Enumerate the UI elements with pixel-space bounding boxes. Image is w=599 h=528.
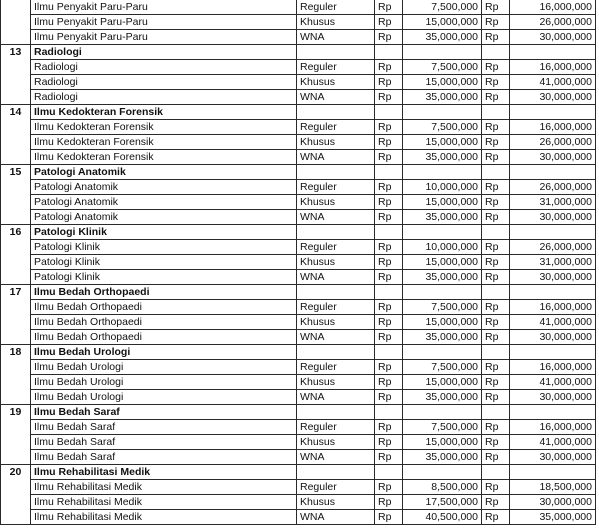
empty-cell — [375, 345, 403, 360]
category-cell: Reguler — [297, 60, 375, 75]
category-cell: WNA — [297, 330, 375, 345]
currency-cell: Rp — [375, 315, 403, 330]
table-row — [1, 15, 596, 30]
amount-cell: 30,000,000 — [510, 450, 596, 465]
program-cell: Patologi Anatomik — [31, 180, 297, 195]
number-cell — [1, 0, 31, 45]
currency-cell: Rp — [375, 60, 403, 75]
empty-cell — [403, 345, 482, 360]
currency-cell: Rp — [375, 0, 403, 15]
section-title: Ilmu Rehabilitasi Medik — [31, 465, 297, 480]
amount-cell: 18,500,000 — [510, 480, 596, 495]
section-header-row — [1, 165, 596, 180]
category-cell: WNA — [297, 390, 375, 405]
empty-cell — [482, 225, 510, 240]
program-cell: Ilmu Kedokteran Forensik — [31, 150, 297, 165]
amount-cell: 35,000,000 — [403, 210, 482, 225]
amount-cell: 16,000,000 — [510, 60, 596, 75]
category-cell: WNA — [297, 30, 375, 45]
empty-cell — [375, 285, 403, 300]
section-header-row — [1, 285, 596, 300]
amount-cell: 30,000,000 — [510, 30, 596, 45]
amount-cell: 30,000,000 — [510, 390, 596, 405]
amount-cell: 16,000,000 — [510, 300, 596, 315]
amount-cell: 7,500,000 — [403, 60, 482, 75]
section-header-row — [1, 465, 596, 480]
empty-cell — [403, 285, 482, 300]
amount-cell: 16,000,000 — [510, 120, 596, 135]
currency-cell: Rp — [482, 120, 510, 135]
amount-cell: 35,000,000 — [403, 90, 482, 105]
section-number: 15 — [1, 165, 31, 225]
empty-cell — [510, 405, 596, 420]
table-row — [1, 255, 596, 270]
category-cell: WNA — [297, 510, 375, 525]
table-row — [1, 60, 596, 75]
empty-cell — [482, 285, 510, 300]
currency-cell: Rp — [482, 270, 510, 285]
table-row — [1, 360, 596, 375]
empty-cell — [375, 45, 403, 60]
currency-cell: Rp — [375, 435, 403, 450]
amount-cell: 26,000,000 — [510, 135, 596, 150]
amount-cell: 7,500,000 — [403, 0, 482, 15]
table-row — [1, 495, 596, 510]
program-cell: Radiologi — [31, 90, 297, 105]
amount-cell: 15,000,000 — [403, 255, 482, 270]
currency-cell: Rp — [375, 375, 403, 390]
currency-cell: Rp — [482, 420, 510, 435]
currency-cell: Rp — [375, 135, 403, 150]
section-number: 16 — [1, 225, 31, 285]
section-title: Ilmu Bedah Urologi — [31, 345, 297, 360]
section-title: Ilmu Bedah Orthopaedi — [31, 285, 297, 300]
amount-cell: 7,500,000 — [403, 120, 482, 135]
program-cell: Ilmu Rehabilitasi Medik — [31, 510, 297, 525]
table-row — [1, 330, 596, 345]
empty-cell — [297, 345, 375, 360]
amount-cell: 15,000,000 — [403, 375, 482, 390]
currency-cell: Rp — [482, 180, 510, 195]
section-title: Patologi Klinik — [31, 225, 297, 240]
table-row — [1, 210, 596, 225]
program-cell: Radiologi — [31, 60, 297, 75]
program-cell: Patologi Anatomik — [31, 210, 297, 225]
currency-cell: Rp — [482, 195, 510, 210]
amount-cell: 35,000,000 — [403, 30, 482, 45]
amount-cell: 35,000,000 — [403, 270, 482, 285]
amount-cell: 30,000,000 — [510, 495, 596, 510]
currency-cell: Rp — [482, 315, 510, 330]
category-cell: Khusus — [297, 75, 375, 90]
category-cell: WNA — [297, 270, 375, 285]
amount-cell: 15,000,000 — [403, 435, 482, 450]
section-number: 14 — [1, 105, 31, 165]
section-number: 17 — [1, 285, 31, 345]
section-number: 19 — [1, 405, 31, 465]
amount-cell: 16,000,000 — [510, 420, 596, 435]
table-row — [1, 75, 596, 90]
amount-cell: 15,000,000 — [403, 15, 482, 30]
currency-cell: Rp — [375, 30, 403, 45]
currency-cell: Rp — [375, 450, 403, 465]
currency-cell: Rp — [482, 450, 510, 465]
amount-cell: 15,000,000 — [403, 75, 482, 90]
program-cell: Patologi Klinik — [31, 240, 297, 255]
section-title: Patologi Anatomik — [31, 165, 297, 180]
category-cell: Khusus — [297, 255, 375, 270]
amount-cell: 35,000,000 — [403, 390, 482, 405]
currency-cell: Rp — [482, 90, 510, 105]
program-cell: Ilmu Penyakit Paru-Paru — [31, 30, 297, 45]
category-cell: Reguler — [297, 240, 375, 255]
empty-cell — [403, 165, 482, 180]
table-row — [1, 390, 596, 405]
currency-cell: Rp — [482, 330, 510, 345]
currency-cell: Rp — [375, 480, 403, 495]
section-number: 20 — [1, 465, 31, 525]
program-cell: Ilmu Bedah Saraf — [31, 435, 297, 450]
amount-cell: 31,000,000 — [510, 255, 596, 270]
empty-cell — [403, 405, 482, 420]
program-cell: Ilmu Bedah Saraf — [31, 420, 297, 435]
empty-cell — [403, 45, 482, 60]
empty-cell — [403, 225, 482, 240]
amount-cell: 35,000,000 — [403, 330, 482, 345]
currency-cell: Rp — [375, 495, 403, 510]
category-cell: Khusus — [297, 315, 375, 330]
program-cell: Ilmu Bedah Orthopaedi — [31, 300, 297, 315]
empty-cell — [482, 165, 510, 180]
amount-cell: 35,000,000 — [403, 450, 482, 465]
table-row — [1, 480, 596, 495]
table-row — [1, 195, 596, 210]
empty-cell — [510, 45, 596, 60]
section-header-row — [1, 225, 596, 240]
amount-cell: 7,500,000 — [403, 420, 482, 435]
amount-cell: 41,000,000 — [510, 315, 596, 330]
table-row — [1, 30, 596, 45]
category-cell: Reguler — [297, 360, 375, 375]
table-row — [1, 300, 596, 315]
section-title: Ilmu Bedah Saraf — [31, 405, 297, 420]
amount-cell: 30,000,000 — [510, 270, 596, 285]
table-row — [1, 180, 596, 195]
amount-cell: 17,500,000 — [403, 495, 482, 510]
currency-cell: Rp — [482, 360, 510, 375]
amount-cell: 7,500,000 — [403, 360, 482, 375]
empty-cell — [403, 465, 482, 480]
program-cell: Ilmu Rehabilitasi Medik — [31, 480, 297, 495]
table-row — [1, 435, 596, 450]
empty-cell — [482, 465, 510, 480]
empty-cell — [297, 405, 375, 420]
currency-cell: Rp — [482, 60, 510, 75]
section-title: Radiologi — [31, 45, 297, 60]
category-cell: Reguler — [297, 120, 375, 135]
amount-cell: 26,000,000 — [510, 240, 596, 255]
currency-cell: Rp — [375, 210, 403, 225]
currency-cell: Rp — [375, 75, 403, 90]
empty-cell — [510, 225, 596, 240]
empty-cell — [482, 45, 510, 60]
category-cell: WNA — [297, 90, 375, 105]
currency-cell: Rp — [482, 135, 510, 150]
amount-cell: 30,000,000 — [510, 210, 596, 225]
category-cell: Reguler — [297, 420, 375, 435]
currency-cell: Rp — [375, 270, 403, 285]
amount-cell: 26,000,000 — [510, 15, 596, 30]
amount-cell: 10,000,000 — [403, 180, 482, 195]
currency-cell: Rp — [375, 255, 403, 270]
program-cell: Ilmu Bedah Orthopaedi — [31, 330, 297, 345]
empty-cell — [375, 105, 403, 120]
category-cell: Reguler — [297, 480, 375, 495]
currency-cell: Rp — [375, 240, 403, 255]
program-cell: Ilmu Bedah Urologi — [31, 360, 297, 375]
section-header-row — [1, 45, 596, 60]
section-header-row — [1, 345, 596, 360]
amount-cell: 8,500,000 — [403, 480, 482, 495]
empty-cell — [482, 405, 510, 420]
table-row — [1, 0, 596, 15]
currency-cell: Rp — [375, 390, 403, 405]
amount-cell: 30,000,000 — [510, 90, 596, 105]
empty-cell — [375, 405, 403, 420]
program-cell: Radiologi — [31, 75, 297, 90]
currency-cell: Rp — [482, 210, 510, 225]
currency-cell: Rp — [375, 510, 403, 525]
amount-cell: 35,000,000 — [403, 150, 482, 165]
currency-cell: Rp — [482, 255, 510, 270]
section-header-row — [1, 405, 596, 420]
table-row — [1, 90, 596, 105]
table-row — [1, 240, 596, 255]
program-cell: Ilmu Bedah Urologi — [31, 390, 297, 405]
category-cell: Khusus — [297, 135, 375, 150]
table-row — [1, 375, 596, 390]
table-row — [1, 270, 596, 285]
currency-cell: Rp — [482, 390, 510, 405]
empty-cell — [510, 165, 596, 180]
empty-cell — [482, 345, 510, 360]
currency-cell: Rp — [482, 435, 510, 450]
currency-cell: Rp — [482, 0, 510, 15]
empty-cell — [297, 465, 375, 480]
section-number: 13 — [1, 45, 31, 105]
empty-cell — [510, 285, 596, 300]
table-row — [1, 315, 596, 330]
empty-cell — [375, 225, 403, 240]
table-row — [1, 510, 596, 525]
program-cell: Ilmu Kedokteran Forensik — [31, 135, 297, 150]
program-cell: Patologi Klinik — [31, 270, 297, 285]
empty-cell — [510, 105, 596, 120]
program-cell: Ilmu Bedah Urologi — [31, 375, 297, 390]
table-row — [1, 420, 596, 435]
program-cell: Ilmu Kedokteran Forensik — [31, 120, 297, 135]
amount-cell: 41,000,000 — [510, 435, 596, 450]
amount-cell: 10,000,000 — [403, 240, 482, 255]
amount-cell: 35,000,000 — [510, 510, 596, 525]
amount-cell: 30,000,000 — [510, 330, 596, 345]
category-cell: Reguler — [297, 180, 375, 195]
category-cell: Khusus — [297, 495, 375, 510]
amount-cell: 30,000,000 — [510, 150, 596, 165]
currency-cell: Rp — [482, 240, 510, 255]
program-cell: Ilmu Bedah Saraf — [31, 450, 297, 465]
category-cell: Khusus — [297, 435, 375, 450]
category-cell: Khusus — [297, 375, 375, 390]
empty-cell — [510, 345, 596, 360]
amount-cell: 7,500,000 — [403, 300, 482, 315]
empty-cell — [375, 165, 403, 180]
program-cell: Ilmu Bedah Orthopaedi — [31, 315, 297, 330]
section-title: Ilmu Kedokteran Forensik — [31, 105, 297, 120]
currency-cell: Rp — [375, 15, 403, 30]
currency-cell: Rp — [482, 510, 510, 525]
currency-cell: Rp — [375, 150, 403, 165]
category-cell: WNA — [297, 450, 375, 465]
empty-cell — [297, 285, 375, 300]
currency-cell: Rp — [375, 420, 403, 435]
amount-cell: 15,000,000 — [403, 315, 482, 330]
program-cell: Patologi Anatomik — [31, 195, 297, 210]
currency-cell: Rp — [482, 30, 510, 45]
amount-cell: 26,000,000 — [510, 180, 596, 195]
amount-cell: 15,000,000 — [403, 195, 482, 210]
currency-cell: Rp — [482, 375, 510, 390]
amount-cell: 31,000,000 — [510, 195, 596, 210]
amount-cell: 41,000,000 — [510, 75, 596, 90]
category-cell: WNA — [297, 210, 375, 225]
category-cell: Khusus — [297, 195, 375, 210]
currency-cell: Rp — [482, 480, 510, 495]
empty-cell — [375, 465, 403, 480]
currency-cell: Rp — [482, 495, 510, 510]
currency-cell: Rp — [375, 120, 403, 135]
currency-cell: Rp — [482, 15, 510, 30]
currency-cell: Rp — [482, 300, 510, 315]
empty-cell — [297, 225, 375, 240]
program-cell: Ilmu Rehabilitasi Medik — [31, 495, 297, 510]
currency-cell: Rp — [375, 90, 403, 105]
table-row — [1, 135, 596, 150]
currency-cell: Rp — [482, 150, 510, 165]
empty-cell — [297, 105, 375, 120]
currency-cell: Rp — [375, 180, 403, 195]
currency-cell: Rp — [482, 75, 510, 90]
program-cell: Patologi Klinik — [31, 255, 297, 270]
category-cell: Reguler — [297, 0, 375, 15]
amount-cell: 40,500,000 — [403, 510, 482, 525]
table-row — [1, 120, 596, 135]
amount-cell: 15,000,000 — [403, 135, 482, 150]
amount-cell: 16,000,000 — [510, 360, 596, 375]
empty-cell — [510, 465, 596, 480]
table-row — [1, 150, 596, 165]
empty-cell — [297, 165, 375, 180]
category-cell: Reguler — [297, 300, 375, 315]
amount-cell: 16,000,000 — [510, 0, 596, 15]
currency-cell: Rp — [375, 330, 403, 345]
section-number: 18 — [1, 345, 31, 405]
currency-cell: Rp — [375, 300, 403, 315]
amount-cell: 41,000,000 — [510, 375, 596, 390]
currency-cell: Rp — [375, 195, 403, 210]
table-row — [1, 450, 596, 465]
section-header-row — [1, 105, 596, 120]
currency-cell: Rp — [375, 360, 403, 375]
program-cell: Ilmu Penyakit Paru-Paru — [31, 0, 297, 15]
category-cell: Khusus — [297, 15, 375, 30]
category-cell: WNA — [297, 150, 375, 165]
empty-cell — [403, 105, 482, 120]
empty-cell — [297, 45, 375, 60]
empty-cell — [482, 105, 510, 120]
program-cell: Ilmu Penyakit Paru-Paru — [31, 15, 297, 30]
